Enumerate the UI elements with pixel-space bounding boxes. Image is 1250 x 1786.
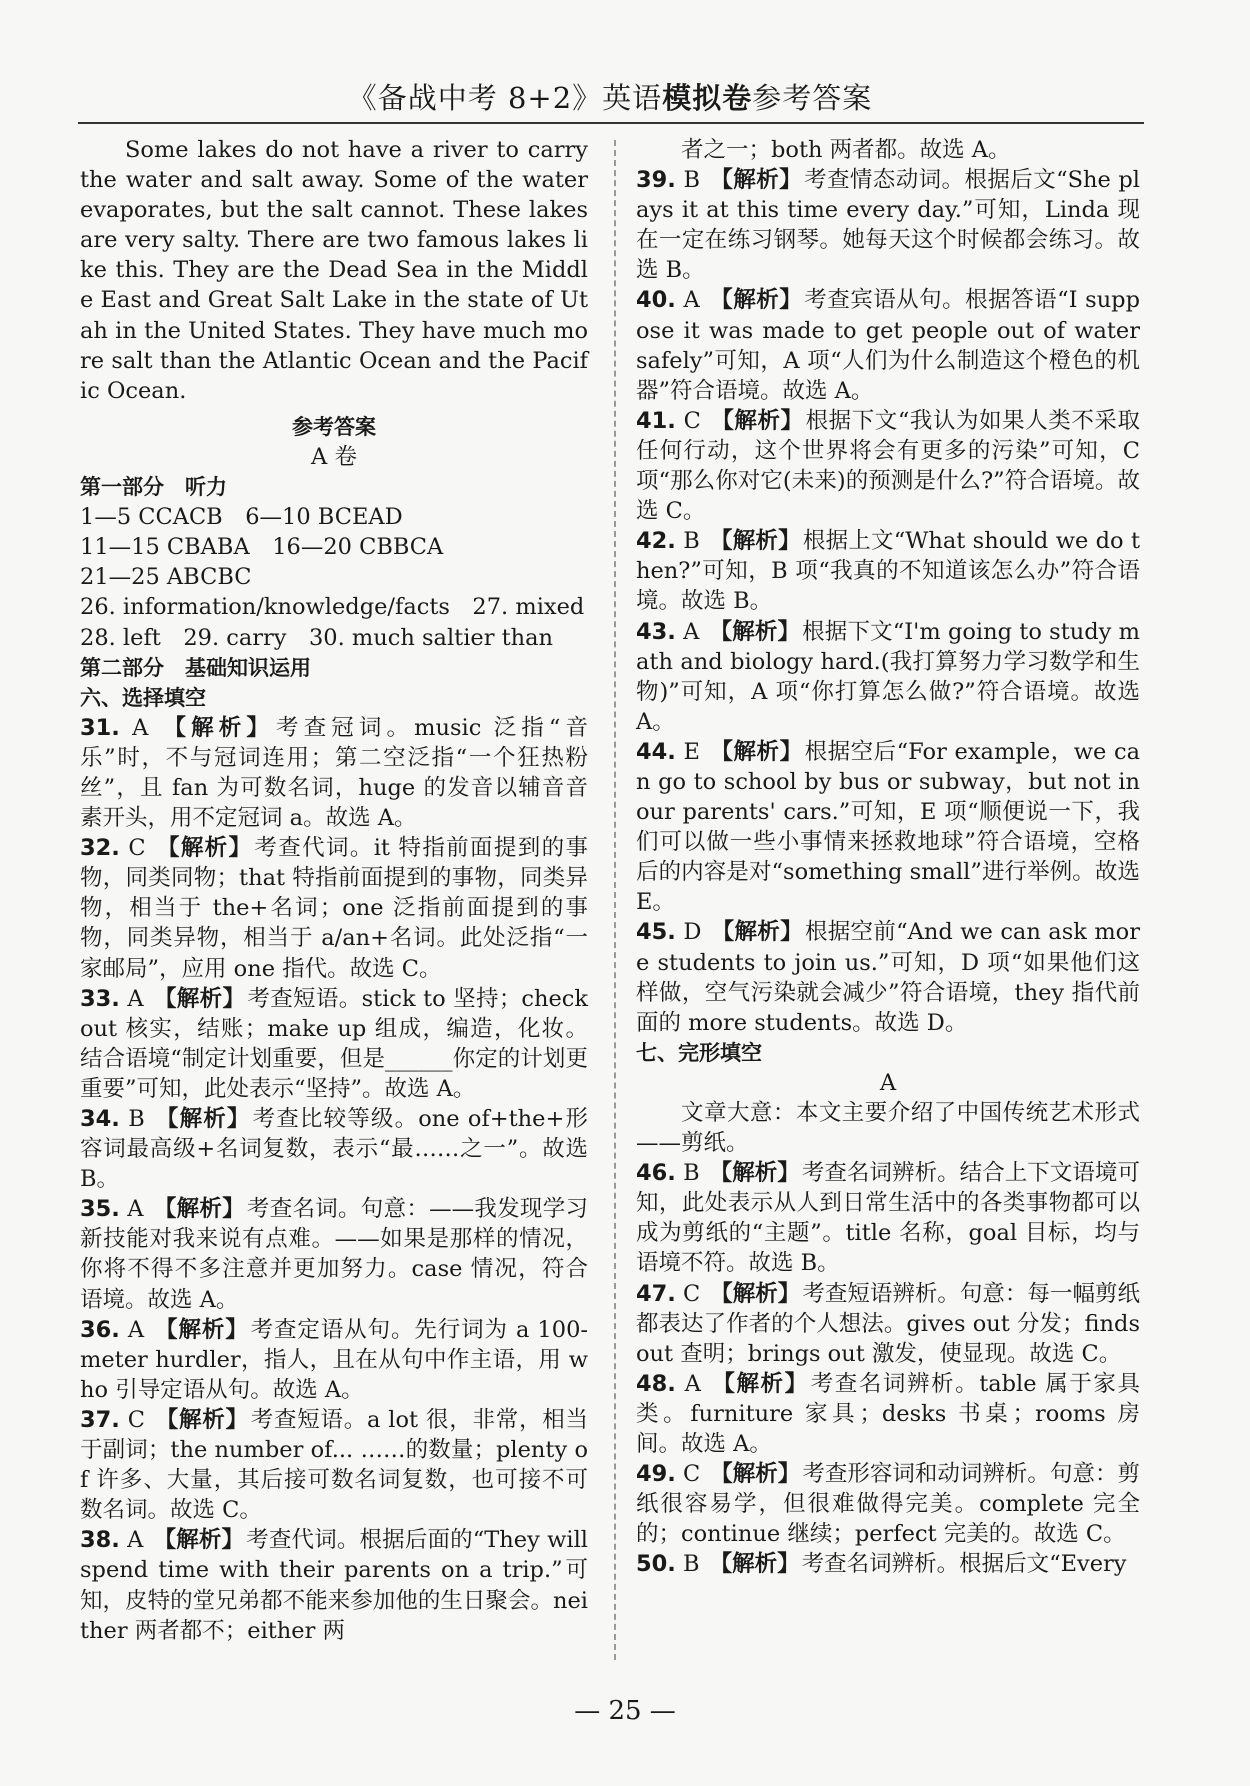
analysis-tag: 【解析】 bbox=[710, 407, 804, 434]
item-number: 43. bbox=[636, 618, 676, 645]
answer-item bbox=[636, 1158, 1140, 1278]
item-number: 50. bbox=[636, 1551, 676, 1578]
left-column bbox=[80, 135, 588, 1646]
header-strong: 模拟卷 bbox=[662, 81, 753, 115]
analysis-tag: 【解析】 bbox=[710, 1461, 801, 1488]
analysis-tag: 【解析】 bbox=[709, 1551, 800, 1578]
item-answer: B bbox=[683, 1160, 700, 1187]
item-answer: D bbox=[683, 919, 702, 946]
item-answer: A bbox=[127, 1527, 144, 1554]
item-explanation: 考查短语辨析。句意：每一幅剪纸都表达了作者的个人想法。gives out 分发；finds out 查明；brings out 激发，使显现。故选 C。 bbox=[636, 1280, 1140, 1367]
item-number: 34. bbox=[80, 1106, 120, 1132]
part1-heading: 第一部分 听力 bbox=[80, 475, 227, 500]
item-explanation: 考查短语。stick to 坚持；check out 核实，结账；make up 组成，编造，化妆。结合语境“制定计划重要，但是______你定的计划更重要”可知，此处表示“坚持”。故选 A。 bbox=[80, 985, 588, 1102]
answer-item bbox=[80, 1405, 588, 1525]
item-answer: A bbox=[684, 1370, 701, 1397]
answers-title: 参考答案 bbox=[292, 414, 376, 439]
answer-item bbox=[636, 165, 1140, 285]
item-number: 48. bbox=[636, 1370, 676, 1397]
item-number: 41. bbox=[636, 407, 676, 434]
answer-item bbox=[80, 1315, 588, 1405]
item-number: 31. bbox=[80, 714, 120, 741]
analysis-tag: 【解析】 bbox=[710, 1280, 801, 1307]
column-divider bbox=[614, 140, 616, 1660]
item-explanation: 根据下文“I'm going to study math and biology hard.(我打算努力学习数学和生物)”可知，A 项“你打算怎么做?”符合语境。故选 A。 bbox=[636, 618, 1140, 735]
analysis-tag: 【解析】 bbox=[709, 1160, 800, 1187]
analysis-tag: 【解析】 bbox=[709, 528, 801, 555]
item-explanation: 考查宾语从句。根据答语“I suppose it was made to get people out of water safely”可知，A 项“人们为什么制造这个橙色的机器”符合语境。故选 A。 bbox=[636, 287, 1140, 404]
item-answer: A bbox=[683, 618, 700, 645]
item-answer: B bbox=[683, 167, 700, 194]
page-number: — 25 — bbox=[574, 1696, 676, 1726]
item-explanation: 考查情态动词。根据后文“She plays it at this time every day.”可知，Linda 现在一定在练习钢琴。她每天这个时候都会练习。故选 B。 bbox=[636, 167, 1140, 284]
item-explanation: 考查名词。句意：——我发现学习新技能对我来说有点难。——如果是那样的情况，你将不得不多注意并更加努力。case 情况，符合语境。故选 A。 bbox=[80, 1196, 588, 1313]
analysis-tag: 【解析】 bbox=[710, 1370, 809, 1397]
item-explanation: 考查名词辨析。根据后文“Every bbox=[801, 1551, 1127, 1578]
item-answer: A bbox=[127, 1316, 145, 1343]
item-explanation: 考查定语从句。先行词为 a 100-meter hurdler，指人，且在从句中作主语，用 who 引导定语从句。故选 A。 bbox=[80, 1316, 588, 1403]
answer-item bbox=[636, 617, 1140, 737]
analysis-tag: 【解析】 bbox=[153, 1196, 245, 1223]
analysis-tag: 【解析】 bbox=[155, 835, 253, 862]
listening-row: 26. information/knowledge/facts 27. mixed bbox=[80, 594, 585, 621]
answer-item bbox=[636, 737, 1140, 918]
answer-item bbox=[636, 1459, 1140, 1549]
item-number: 37. bbox=[80, 1406, 120, 1433]
analysis-tag: 【解析】 bbox=[709, 738, 803, 765]
item-answer: A bbox=[132, 714, 149, 741]
page-header bbox=[80, 76, 1140, 117]
answer-item bbox=[80, 984, 588, 1104]
analysis-tag: 【解析】 bbox=[153, 1527, 245, 1554]
item-explanation: 根据空后“For example，we can go to school by bus or subway，but not in our parents' cars.”可知，E 项“顺便说一下，我们可以做一些小事情来拯救地球”符合语境，空格后的内容是对“something small”进行举例。故选 E。 bbox=[636, 738, 1141, 916]
answer-item bbox=[636, 1549, 1140, 1579]
item-number: 40. bbox=[636, 287, 676, 314]
answer-item bbox=[636, 1369, 1140, 1459]
analysis-tag: 【解析】 bbox=[709, 618, 801, 645]
item-number: 42. bbox=[636, 528, 676, 555]
answer-item bbox=[636, 917, 1140, 1037]
item-answer: C bbox=[683, 407, 701, 434]
analysis-tag: 【解析】 bbox=[154, 1106, 251, 1132]
item-explanation: 考查短语。a lot 很，非常，相当于副词；the number of... ……的数量；plenty of 许多、大量，其后接可数名词复数，也可接不可数名词。故选 C。 bbox=[80, 1406, 588, 1524]
section6-heading: 六、选择填空 bbox=[80, 685, 206, 710]
item-number: 35. bbox=[80, 1196, 120, 1223]
continued-text: 者之一；both 两者都。故选 A。 bbox=[681, 137, 1011, 163]
item-number: 49. bbox=[636, 1461, 676, 1488]
item-answer: C bbox=[683, 1461, 701, 1488]
answer-item bbox=[80, 1104, 588, 1194]
right-column bbox=[636, 135, 1140, 1580]
answer-item bbox=[80, 1194, 588, 1314]
item-number: 38. bbox=[80, 1527, 120, 1554]
item-answer: B bbox=[683, 1551, 700, 1578]
header-rule bbox=[78, 122, 1144, 124]
section7-heading: 七、完形填空 bbox=[636, 1040, 762, 1065]
listening-row: 21—25 ABCBC bbox=[80, 564, 252, 591]
item-number: 47. bbox=[636, 1280, 676, 1307]
item-number: 44. bbox=[636, 738, 676, 765]
listening-row: 1—5 CCACB 6—10 BCEAD bbox=[80, 504, 403, 531]
answer-item bbox=[636, 526, 1140, 616]
item-explanation: 考查冠词。music 泛指“音乐”时，不与冠词连用；第二空泛指“一个狂热粉丝”，且 fan 为可数名词，huge 的发音以辅音音素开头，用不定冠词 a。故选 A。 bbox=[80, 714, 588, 832]
passage-text: Some lakes do not have a river to carry the water and salt away. Some of the water evaporates, but the salt cannot. These lakes are very salty. There are two famous lakes like this. They are the Dead Sea in the Middle East and Great Salt Lake in the state of Utah in the United States. They have much more salt than the Atlantic Ocean and the Pacific Ocean. bbox=[80, 137, 588, 404]
item-explanation: 考查代词。根据后面的“They will spend time with their parents on a trip.”可知，皮特的堂兄弟都不能来参加他的生日聚会。neither 两者都不；either 两 bbox=[80, 1527, 588, 1644]
answer-item bbox=[80, 1525, 588, 1645]
item-number: 46. bbox=[636, 1160, 676, 1187]
item-number: 32. bbox=[80, 835, 120, 862]
answer-item bbox=[636, 406, 1140, 526]
answer-item bbox=[80, 833, 588, 983]
item-explanation: 根据上文“What should we do then?”可知，B 项“我真的不知道该怎么办”符合语境。故选 B。 bbox=[636, 528, 1140, 615]
answer-item bbox=[636, 285, 1140, 405]
item-answer: C bbox=[683, 1280, 701, 1307]
paper-label: A 卷 bbox=[311, 443, 357, 470]
page-number-value: 25 bbox=[608, 1696, 642, 1726]
item-answer: E bbox=[683, 738, 700, 765]
analysis-tag: 【解析】 bbox=[711, 919, 803, 946]
item-explanation: 根据下文“我认为如果人类不采取任何行动，这个世界将会有更多的污染”可知，C 项“那么你对它(未来)的预测是什么?”符合语境。故选 C。 bbox=[636, 407, 1140, 525]
item-answer: A bbox=[127, 985, 144, 1012]
item-answer: C bbox=[127, 1406, 145, 1433]
cloze-label: A bbox=[879, 1069, 897, 1096]
item-number: 36. bbox=[80, 1316, 120, 1343]
item-answer: A bbox=[683, 287, 700, 314]
item-explanation: 根据空前“And we can ask more students to join us.”可知，D 项“如果他们这样做，空气污染就会减少”符合语境，they 指代前面的 more students。故选 D。 bbox=[636, 919, 1140, 1036]
item-number: 33. bbox=[80, 985, 120, 1012]
header-post: 参考答案 bbox=[752, 81, 873, 115]
item-explanation: 考查名词辨析。结合上下文语境可知，此处表示从人到日常生活中的各类事物都可以成为剪纸的“主题”。title 名称，goal 目标，均与语境不符。故选 B。 bbox=[636, 1160, 1140, 1277]
analysis-tag: 【解析】 bbox=[153, 985, 246, 1012]
item-explanation: 考查名词辨析。table 属于家具类。furniture 家具；desks 书桌；rooms 房间。故选 A。 bbox=[636, 1370, 1140, 1458]
analysis-tag: 【解析】 bbox=[158, 714, 275, 741]
item-answer: A bbox=[127, 1196, 144, 1223]
listening-row: 11—15 CBABA 16—20 CBBCA bbox=[80, 534, 444, 561]
part2-heading: 第二部分 基础知识运用 bbox=[80, 655, 311, 680]
answer-item bbox=[80, 713, 588, 833]
item-explanation: 考查代词。it 特指前面提到的事物，同类同物；that 特指前面提到的事物，同类异物，相当于 the+名词；one 泛指前面提到的事物，同类异物，相当于 a/an+名词。此处泛指“一家邮局”，应用 one 指代。故选 C。 bbox=[80, 835, 588, 982]
item-answer: B bbox=[128, 1106, 145, 1132]
summary-text: 文章大意：本文主要介绍了中国传统艺术形式——剪纸。 bbox=[636, 1100, 1140, 1157]
item-answer: C bbox=[128, 835, 146, 862]
item-number: 45. bbox=[636, 919, 676, 946]
item-explanation: 考查形容词和动词辨析。句意：剪纸很容易学，但很难做得完美。complete 完全的；continue 继续；perfect 完美的。故选 C。 bbox=[636, 1461, 1140, 1548]
analysis-tag: 【解析】 bbox=[154, 1406, 249, 1433]
item-explanation: 考查比较等级。one of+the+形容词最高级+名词复数，表示“最……之一”。故选 B。 bbox=[80, 1106, 589, 1193]
answer-item bbox=[636, 1279, 1140, 1369]
item-answer: B bbox=[683, 528, 700, 555]
item-number: 39. bbox=[636, 167, 676, 194]
analysis-tag: 【解析】 bbox=[154, 1316, 249, 1343]
analysis-tag: 【解析】 bbox=[709, 287, 803, 314]
header-pre: 《备战中考 8+2》英语 bbox=[347, 81, 663, 115]
listening-row: 28. left 29. carry 30. much saltier than bbox=[80, 624, 554, 651]
analysis-tag: 【解析】 bbox=[709, 167, 803, 194]
